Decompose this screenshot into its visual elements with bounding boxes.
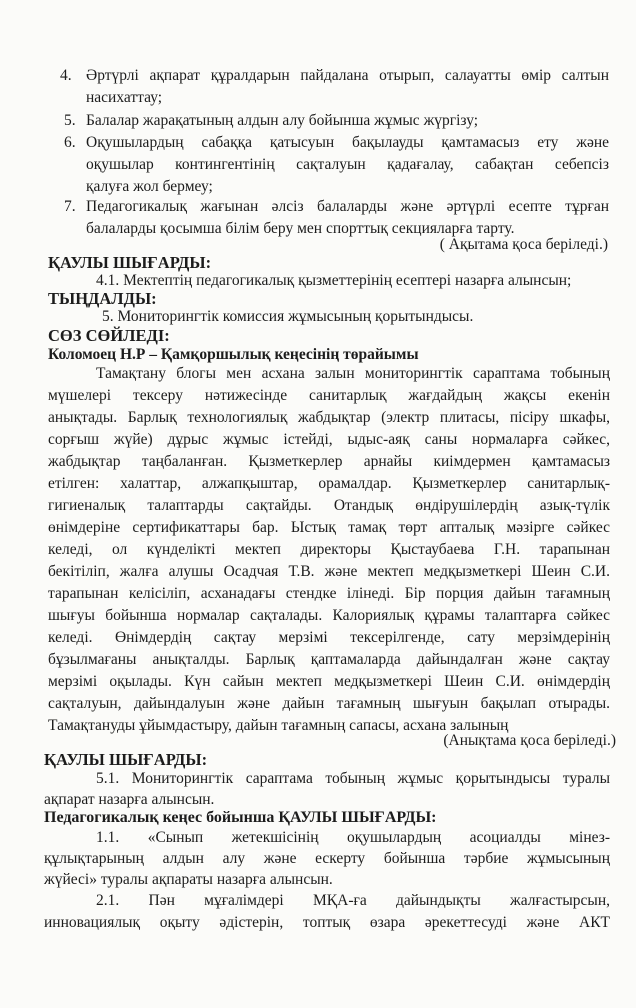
decision-text: жүйесі» туралы ақпараты назарға алынсын. bbox=[44, 871, 333, 888]
paragraph-line: Тамақтану блогы мен асхана залын мониторингтік сараптама тобының bbox=[96, 365, 610, 382]
paragraph-line: бекітіліп, жалға алушы Осадчая Т.В. және мектеп медқызметкері Шеин С.И. bbox=[48, 563, 610, 580]
list-text: Оқушылардың сабаққа қатысуын бақылауды қамтамасыз ету және bbox=[86, 134, 609, 151]
list-text: Педагогикалық жағынан әлсіз балаларды және әртүрлі есепте тұрған bbox=[86, 198, 609, 215]
paragraph-line: келеді, ол күнделікті мектеп директоры Қыстаубаева Г.Н. тарапынан bbox=[48, 541, 610, 558]
section-heading: ТЫҢДАЛДЫ: bbox=[48, 289, 157, 308]
decision-text: инновациялық оқыту әдістерін, топтық өзара әрекеттесуді және АКТ bbox=[44, 914, 610, 931]
paragraph-line: сақталуын, дайындалуын және дайын тағамның шығуын бақылап отырады. bbox=[48, 695, 610, 712]
paragraph-line: етілген: халаттар, алжапқыштар, орамалдар. Қызметкерлер санитарлық- bbox=[48, 475, 610, 492]
paragraph-line: мерзімі оқылады. Күн сайын мектеп медқызметкері Шеин С.И. өнімдердің bbox=[48, 673, 610, 690]
paragraph-line: сорғыш жүйе) дұрыс жұмыс істейді, ыдыс-аяқ саны нормаларға сәйкес, bbox=[48, 431, 610, 448]
list-number: 5. bbox=[64, 112, 76, 129]
attachment-note: (Анықтама қоса беріледі.) bbox=[443, 732, 616, 749]
paragraph-line: Тамақтануды ұйымдастыру, дайын тағамның сапасы, асхана залының bbox=[48, 717, 509, 734]
section-heading: ҚАУЛЫ ШЫҒАРДЫ: bbox=[48, 253, 212, 272]
paragraph-line: гигиеналық талаптарды сақтайды. Отандық өндірушілердің азық-түлік bbox=[48, 497, 610, 514]
decision-text: құлықтарының алдын алу және ескерту бойынша тәрбие жұмысының bbox=[44, 850, 610, 867]
heard-text: 5. Мониторингтік комиссия жұмысының қорытындысы. bbox=[102, 308, 474, 325]
speaker-name: Коломоец Н.Р – Қамқоршылық кеңесінің төрайымы bbox=[48, 346, 419, 363]
list-text: оқушылар контингентінің сақталуын қадағалау, сабақтан себепсіз bbox=[86, 156, 609, 173]
decision-text: 1.1. «Сынып жетекшісінің оқушылардың асоциалды мінез- bbox=[96, 829, 610, 846]
section-subheading: Педагогикалық кеңес бойынша ҚАУЛЫ ШЫҒАРДЫ: bbox=[44, 809, 437, 826]
list-text: Балалар жарақатының алдын алу бойынша жұмыс жүргізу; bbox=[86, 112, 479, 129]
paragraph-line: өнімдеріне сертификаттары бар. Ыстық тамақ төрт апталық мәзірге сәйкес bbox=[48, 519, 610, 536]
paragraph-line: бұзылмағаны анықталды. Барлық қаптамаларда дайындалған және сақтау bbox=[48, 651, 610, 668]
attachment-note: ( Ақытама қоса беріледі.) bbox=[439, 236, 608, 253]
decision-text: 5.1. Мониторингтік сараптама тобының жұмыс қорытындысы туралы bbox=[96, 770, 610, 787]
list-text: балаларды қосымша білім беру мен спорттық секцияларға тарту. bbox=[86, 220, 515, 237]
paragraph-line: келеді. Өнімдердің сақтау мерзімі тексерілгенде, сату мерзімдерінің bbox=[48, 629, 610, 646]
paragraph-line: анықтады. Барлық технологиялық жабдықтар (электр плитасы, пісіру шкафы, bbox=[48, 409, 610, 426]
paragraph-line: мүшелері тексеру нәтижесінде санитарлық жағдайдың жақсы екенін bbox=[48, 387, 610, 404]
decision-text: 2.1. Пән мұғалімдері МҚА-ға дайындықты жалғастырсын, bbox=[96, 892, 610, 909]
paragraph-line: шығуы бойынша нормалар сақталады. Калориялық құрамы талаптарға сәйкес bbox=[48, 607, 610, 624]
paragraph-line: тарапынан келісіліп, асханадағы стендке ілінеді. Бір порция дайын тағамның bbox=[48, 585, 610, 602]
section-heading: ҚАУЛЫ ШЫҒАРДЫ: bbox=[44, 750, 208, 769]
list-text: Әртүрлі ақпарат құралдарын пайдалана отырып, салауатты өмір салтын bbox=[86, 67, 609, 84]
list-number: 7. bbox=[64, 198, 76, 215]
list-number: 6. bbox=[64, 134, 76, 151]
section-heading: СӨЗ СӨЙЛЕДІ: bbox=[48, 326, 170, 345]
list-text: насихаттау; bbox=[86, 89, 163, 106]
paragraph-line: жабдықтар таңбаланған. Қызметкерлер арнайы киімдермен қамтамасыз bbox=[48, 453, 610, 470]
decision-text: 4.1. Мектептің педагогикалық қызметтерінің есептері назарға алынсын; bbox=[96, 272, 572, 289]
list-number: 4. bbox=[60, 67, 72, 84]
decision-text: ақпарат назарға алынсын. bbox=[44, 791, 215, 808]
list-text: қалуға жол бермеу; bbox=[86, 178, 213, 195]
